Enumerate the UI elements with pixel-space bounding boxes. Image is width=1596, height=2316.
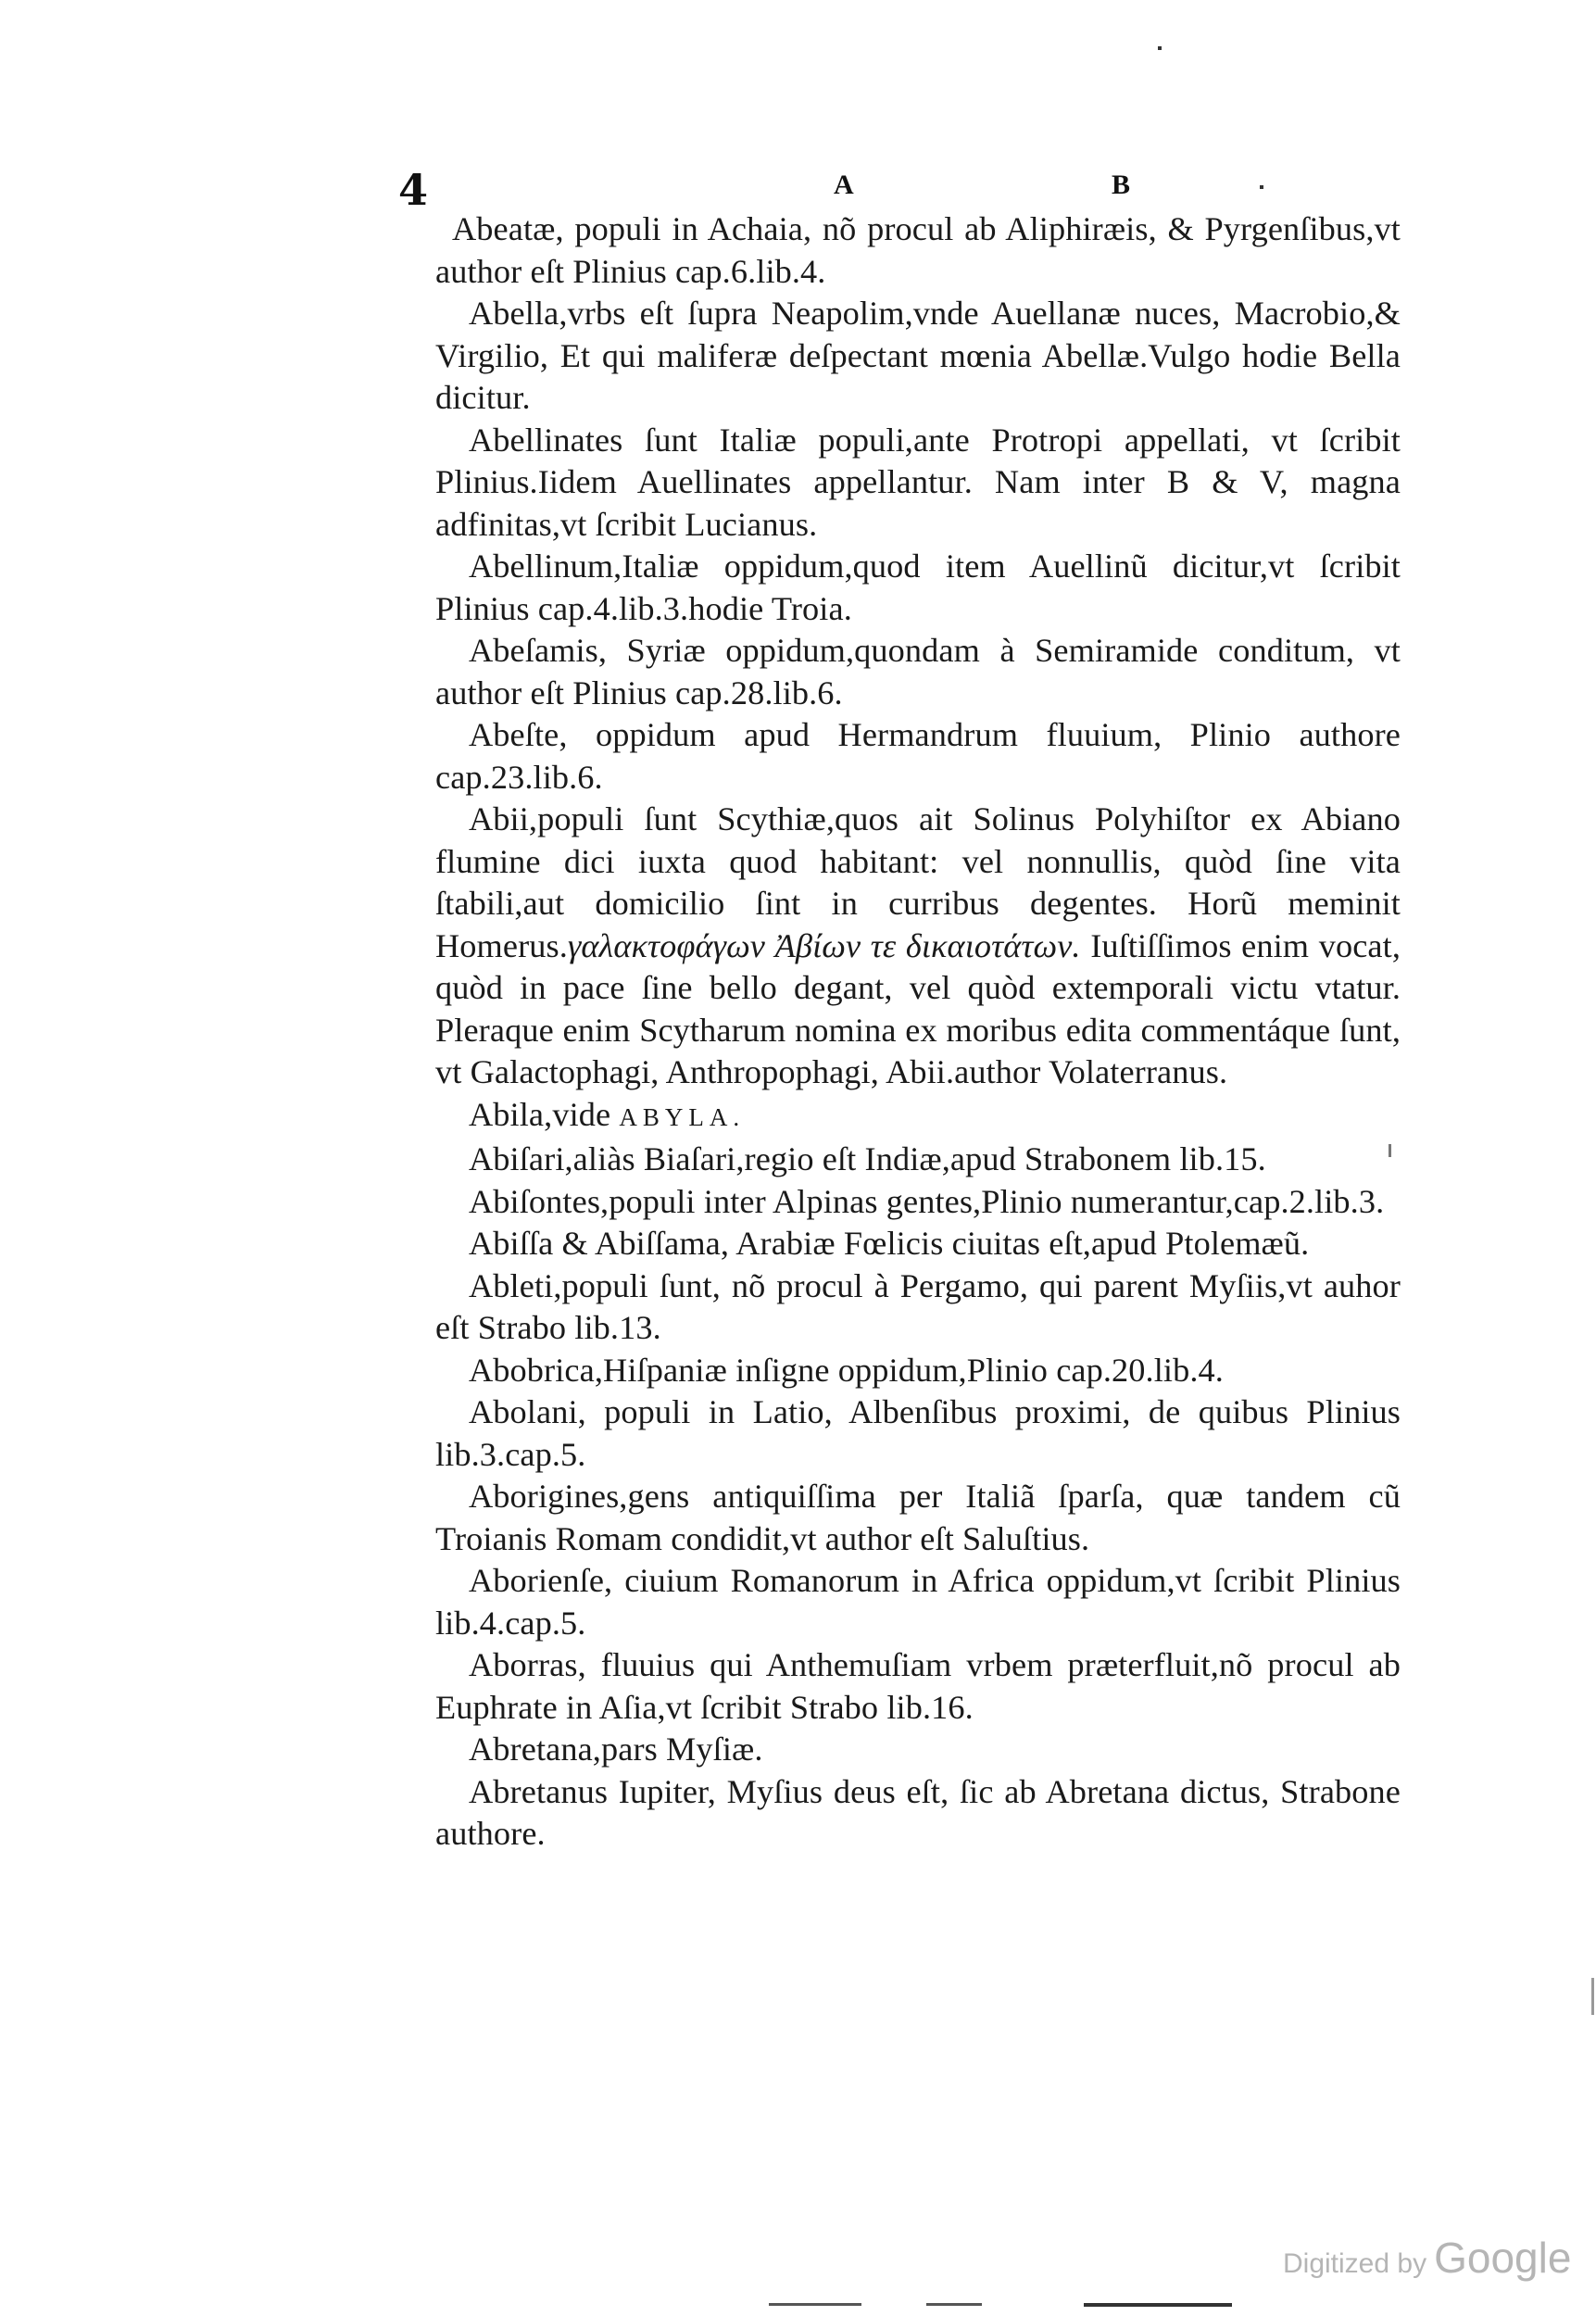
entry-aboriense: Aborienſe, ciuium Romanorum in Africa oppidum,vt ſcribit Plinius lib.4.cap.5. — [435, 1562, 1401, 1642]
entry-abii-text: Abii,populi ſunt Scythiæ,quos ait Solinus Polyhiſtor ex Abiano flumine dici iuxta quod habitant: vel nonnullis, quòd ſine vita ſtabili,aut domicilio ſint in curribus degentes. Horũ meminit Homerus. — [435, 800, 1401, 964]
entry-abeatae: Abeatæ, populi in Achaia, nõ procul ab Aliphiræis, & Pyrgenſibus,vt author eſt Plinius cap.6.lib.4. — [435, 210, 1401, 290]
entry-abesamis: Abeſamis, Syriæ oppidum,quondam à Semiramide conditum, vt author eſt Plinius cap.28.lib.6. — [435, 632, 1401, 711]
entry-abellinates: Abellinates ſunt Italiæ populi,ante Protropi appellati, vt ſcribit Plinius.Iidem Auellinates appellantur. Nam inter B & V, magna adfinitas,vt ſcribit Lucianus. — [435, 421, 1401, 543]
scan-speck — [1158, 46, 1162, 50]
entry-abii — [435, 799, 1401, 1094]
entry-aborras: Aborras, fluuius qui Anthemuſiam vrbem præterfluit,nõ procul ab Euphrate in Aſia,vt ſcribit Strabo lib.16. — [435, 1646, 1401, 1726]
entry-abisari: Abiſari,aliàs Biaſari,regio eſt Indiæ,apud Strabonem lib.15. — [469, 1140, 1266, 1177]
scan-edge-line — [769, 2303, 861, 2306]
entry-ableti: Ableti,populi ſunt, nõ procul à Pergamo, qui parent Myſiis,vt auhor eſt Strabo lib.13. — [435, 1266, 1401, 1346]
entry-abolani: Abolani, populi in Latio, Albenſibus proximi, de quibus Plinius lib.3.cap.5. — [435, 1393, 1401, 1473]
greek-quotation: γαλακτοφάγων Ἀβίων τε δικαιοτάτων. — [567, 926, 1081, 964]
entry-aborigines: Aborigines,gens antiquiſſima per Italiã ſparſa, quæ tandem cũ Troianis Romam condidit,vt author eſt Saluſtius. — [435, 1478, 1401, 1557]
entry-abii-continuation: Iuſtiſſimos enim vocat, quòd in pace ſine bello degant, vel quòd extemporali victu vtatur. Pleraque enim Scytharum nomina ex moribus edita commentáque ſunt, vt Galactophagi, Anthropophagi, Abii.author Volaterranus. — [435, 926, 1401, 1090]
entry-abobrica: Abobrica,Hiſpaniæ inſigne oppidum,Plinio cap.20.lib.4. — [469, 1351, 1224, 1389]
page-number: 4 — [398, 165, 429, 215]
scan-edge-line — [1084, 2303, 1232, 2307]
digitized-watermark — [1283, 2233, 1571, 2283]
scan-speck — [1389, 1144, 1391, 1157]
cross-reference: ABYLA. — [619, 1102, 746, 1131]
entry-abretanus: Abretanus Iupiter, Myſius deus eſt, ſic ab Abretana dictus, Strabone authore. — [435, 1772, 1401, 1852]
running-head-left: A — [834, 170, 854, 200]
scan-speck — [1260, 185, 1263, 189]
running-head-right: B — [1111, 170, 1130, 200]
google-logo: Google — [1434, 2234, 1572, 2282]
running-head — [834, 170, 1130, 201]
watermark-text: Digitized by — [1283, 2248, 1427, 2279]
dictionary-entries — [435, 208, 1401, 1856]
scan-edge-line — [926, 2303, 982, 2306]
entry-abretana: Abretana,pars Myſiæ. — [469, 1731, 763, 1768]
scan-speck — [1591, 1978, 1594, 2015]
entry-abissa: Abiſſa & Abiſſama, Arabiæ Fœlicis ciuitas eſt,apud Ptolemæũ. — [469, 1225, 1310, 1262]
entry-abeste: Abeſte, oppidum apud Hermandrum fluuium, Plinio authore cap.23.lib.6. — [435, 716, 1401, 796]
entry-abila — [435, 1094, 1401, 1139]
entry-abila-text: Abila,vide — [469, 1095, 611, 1133]
entry-abisontes: Abiſontes,populi inter Alpinas gentes,Plinio numerantur,cap.2.lib.3. — [469, 1182, 1385, 1220]
entry-abellinum: Abellinum,Italiæ oppidum,quod item Auellinũ dicitur,vt ſcribit Plinius cap.4.lib.3.hodie Troia. — [435, 548, 1401, 627]
entry-abella: Abella,vrbs eſt ſupra Neapolim,vnde Auellanæ nuces, Macrobio,& Virgilio, Et qui maliferæ deſpectant mœnia Abellæ.Vulgo hodie Bella dicitur. — [435, 295, 1401, 416]
